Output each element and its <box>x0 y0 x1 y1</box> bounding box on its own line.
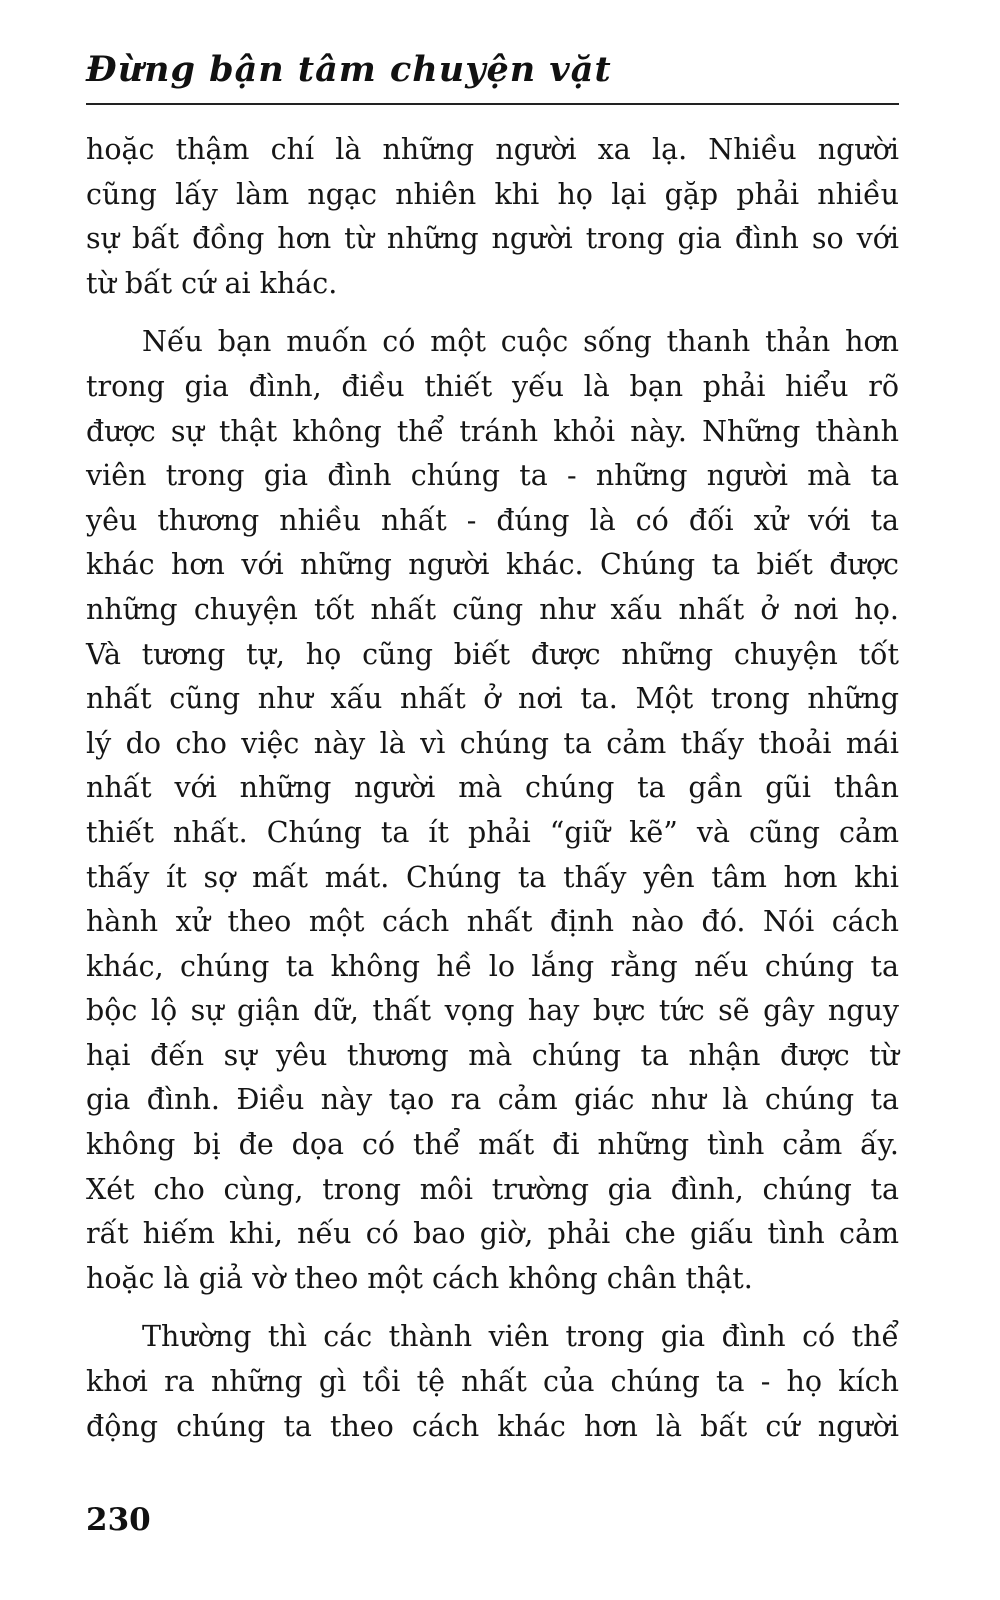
text-line: yêu thương nhiều nhất - đúng là có đối xử với ta <box>86 503 899 537</box>
text-line: bộc lộ sự giận dữ, thất vọng hay bực tức sẽ gây nguy <box>86 994 899 1028</box>
header-rule <box>86 103 899 105</box>
text-line: nhất với những người mà chúng ta gần gũi thân <box>86 771 899 805</box>
text-line: hành xử theo một cách nhất định nào đó. Nói cách <box>86 905 899 939</box>
page-number: 230 <box>86 1502 151 1538</box>
text-line: những chuyện tốt nhất cũng như xấu nhất ở nơi họ. <box>86 592 899 626</box>
text-line: hoặc thậm chí là những người xa lạ. Nhiều người <box>86 133 899 166</box>
text-line: thấy ít sợ mất mát. Chúng ta thấy yên tâm hơn khi <box>86 860 899 894</box>
text-line: không bị đe dọa có thể mất đi những tình cảm ấy. <box>86 1128 899 1162</box>
text-line: lý do cho việc này là vì chúng ta cảm thấy thoải mái <box>86 726 899 760</box>
text-line: Và tương tự, họ cũng biết được những chuyện tốt <box>86 637 899 671</box>
paragraph-3 <box>86 1315 899 1449</box>
text-line: thiết nhất. Chúng ta ít phải “giữ kẽ” và cũng cảm <box>86 815 899 849</box>
text-line: Nếu bạn muốn có một cuộc sống thanh thản hơn <box>142 325 899 359</box>
text-line: trong gia đình, điều thiết yếu là bạn phải hiểu rõ <box>86 369 899 403</box>
text-line: sự bất đồng hơn từ những người trong gia đình so với <box>86 222 899 256</box>
text-line: rất hiếm khi, nếu có bao giờ, phải che giấu tình cảm <box>86 1217 899 1251</box>
text-line: hại đến sự yêu thương mà chúng ta nhận được từ <box>86 1038 899 1072</box>
text-line: nhất cũng như xấu nhất ở nơi ta. Một trong những <box>86 682 899 716</box>
text-line: cũng lấy làm ngạc nhiên khi họ lại gặp phải nhiều <box>86 177 899 211</box>
paragraph-1 <box>86 128 899 306</box>
running-header-title: Đừng bận tâm chuyện vặt <box>86 49 612 90</box>
text-line: từ bất cứ ai khác. <box>86 266 338 300</box>
text-line: khác, chúng ta không hề lo lắng rằng nếu chúng ta <box>86 949 899 983</box>
text-line: khơi ra những gì tồi tệ nhất của chúng ta - họ kích <box>86 1365 899 1399</box>
text-line: gia đình. Điều này tạo ra cảm giác như là chúng ta <box>86 1083 899 1117</box>
text-line: khác hơn với những người khác. Chúng ta biết được <box>86 548 899 582</box>
text-line: được sự thật không thể tránh khỏi này. Những thành <box>86 414 899 448</box>
body-text <box>86 128 899 1449</box>
text-line: Xét cho cùng, trong môi trường gia đình, chúng ta <box>86 1172 899 1206</box>
paragraph-2 <box>86 320 899 1301</box>
text-line: viên trong gia đình chúng ta - những người mà ta <box>86 459 899 493</box>
text-line: động chúng ta theo cách khác hơn là bất cứ người <box>86 1409 899 1443</box>
text-line: hoặc là giả vờ theo một cách không chân thật. <box>86 1261 753 1295</box>
text-line: Thường thì các thành viên trong gia đình có thể <box>142 1320 899 1354</box>
